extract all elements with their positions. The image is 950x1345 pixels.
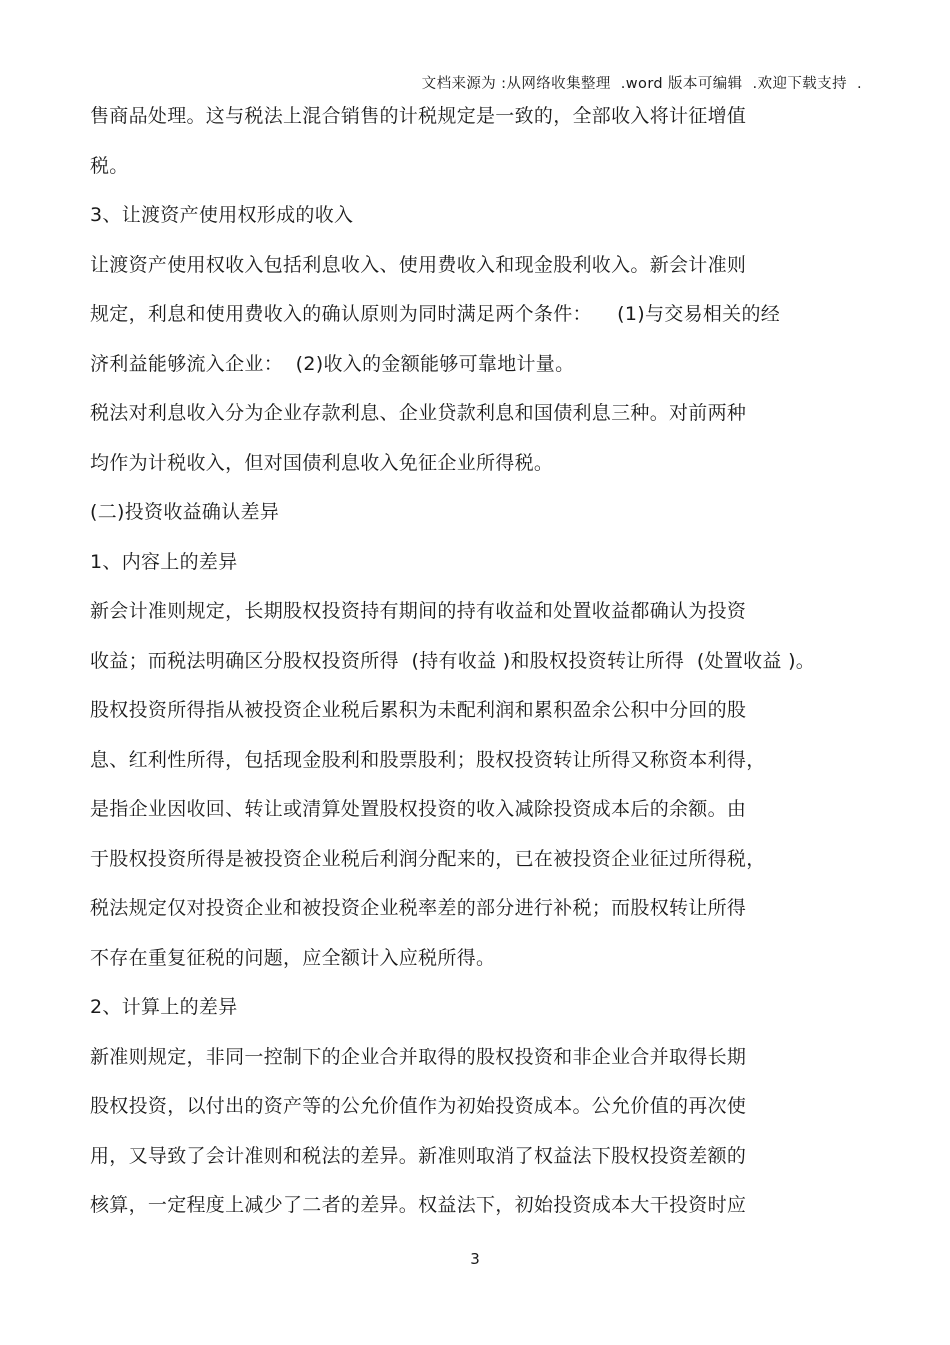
text-line: 用，又导致了会计准则和税法的差异。新准则取消了权益法下股权投资差额的 (90, 1144, 747, 1167)
text-line: 息、红利性所得，包括现金股利和股票股利；股权投资转让所得又称资本利得， (90, 748, 766, 771)
section-heading: 3、让渡资产使用权形成的收入 (90, 204, 354, 226)
text-line: 股权投资所得指从被投资企业税后累积为未配利润和累积盈余公积中分回的股 (90, 699, 747, 721)
text-line: 让渡资产使用权收入包括利息收入、使用费收入和现金股利收入。新会计准则 (90, 253, 747, 276)
text-line: 新准则规定，非同一控制下的企业合并取得的股权投资和非企业合并取得长期 (90, 1045, 747, 1068)
text-line: 是指企业因收回、转让或清算处置股权投资的收入减除投资成本后的余额。由 (90, 798, 747, 820)
text-line: 税。 (90, 154, 129, 177)
text-line: 收益；而税法明确区分股权投资所得 (持有收益 )和股权投资转让所得 (处置收益 )。 (90, 649, 816, 672)
text-line: 规定，利息和使用费收入的确认原则为同时满足两个条件： (1)与交易相关的经 (90, 303, 781, 325)
text-line: 核算，一定程度上减少了二者的差异。权益法下，初始投资成本大干投资时应 (90, 1194, 747, 1216)
text-line: 济利益能够流入企业： (2)收入的金额能够可靠地计量。 (90, 352, 575, 375)
document-body (90, 98, 870, 1237)
section-heading: (二)投资收益确认差异 (90, 501, 280, 523)
text-line: 于股权投资所得是被投资企业税后利润分配来的，已在被投资企业征过所得税， (90, 847, 766, 870)
text-line: 均作为计税收入，但对国债利息收入免征企业所得税。 (90, 451, 554, 474)
text-line: 税法对利息收入分为企业存款利息、企业贷款利息和国债利息三种。对前两种 (90, 402, 747, 424)
text-line: 股权投资，以付出的资产等的公允价值作为初始投资成本。公允价值的再次使 (90, 1095, 747, 1117)
text-line: 售商品处理。这与税法上混合销售的计税规定是一致的，全部收入将计征增值 (90, 105, 747, 127)
source-note-header: 文档来源为 :从网络收集整理 .word 版本可编辑 .欢迎下载支持 . (421, 76, 862, 92)
page-number: 3 (470, 1250, 480, 1268)
section-heading: 1、内容上的差异 (90, 550, 238, 573)
text-line: 税法规定仅对投资企业和被投资企业税率差的部分进行补税；而股权转让所得 (90, 897, 747, 919)
text-line: 新会计准则规定，长期股权投资持有期间的持有收益和处置收益都确认为投资 (90, 600, 747, 622)
section-heading: 2、计算上的差异 (90, 996, 238, 1018)
text-line: 不存在重复征税的问题，应全额计入应税所得。 (90, 946, 496, 969)
